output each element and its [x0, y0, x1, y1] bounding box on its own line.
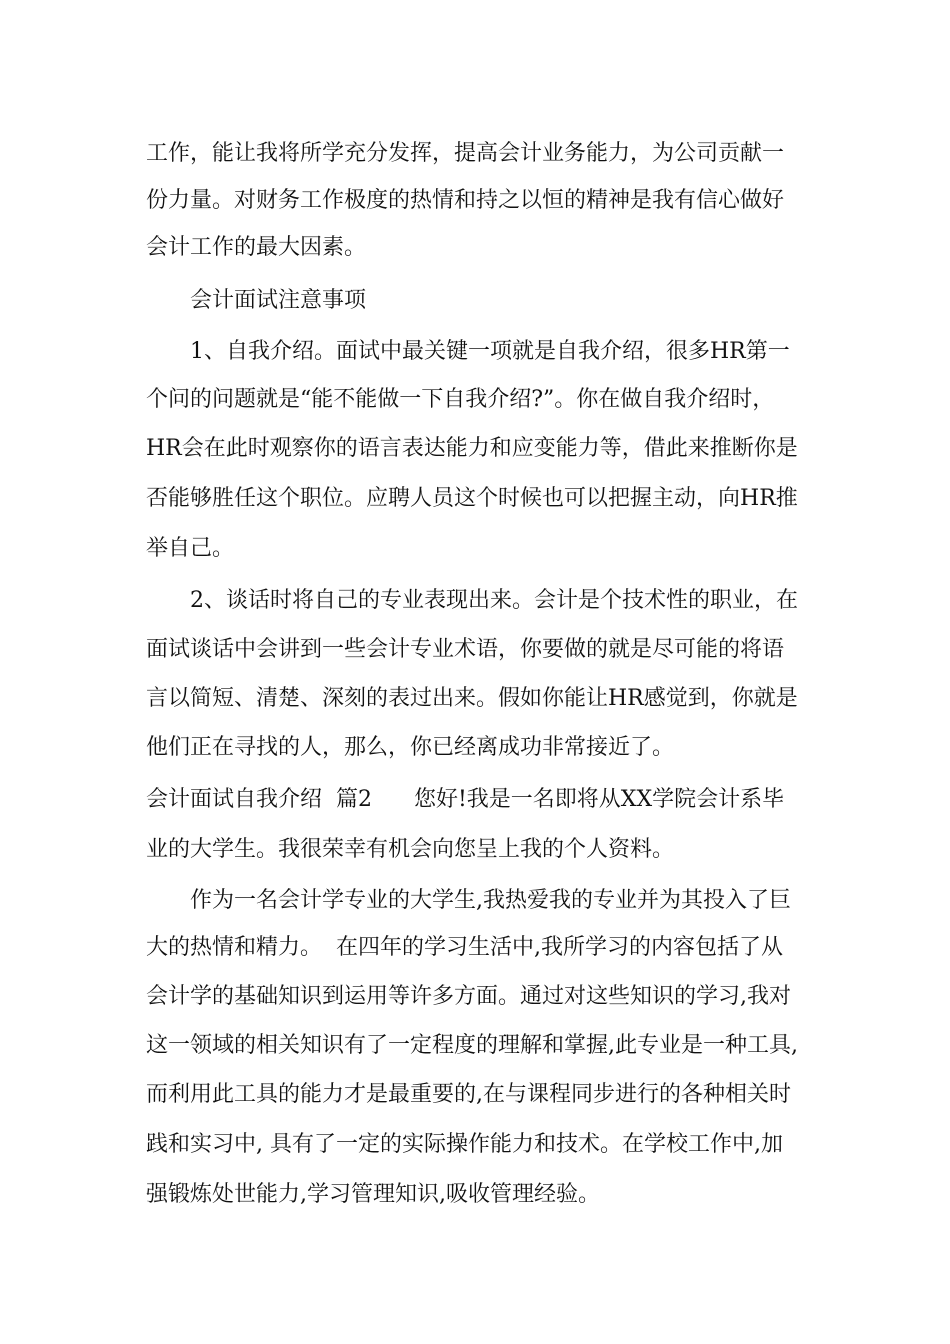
paragraph-line: 而利用此工具的能力才是最重要的,在与课程同步进行的各种相关时: [146, 1082, 791, 1107]
paragraph-line: 会计工作的最大因素。: [146, 235, 367, 260]
paragraph-line: 作为一名会计学专业的大学生,我热爱我的专业并为其投入了巨: [190, 888, 791, 913]
paragraph-line: 面试谈话中会讲到一些会计专业术语，你要做的就是尽可能的将语: [146, 637, 785, 662]
paragraph-line: 1、自我介绍。面试中最关键一项就是自我介绍，很多HR第一: [190, 339, 790, 364]
paragraph-line: 否能够胜任这个职位。应聘人员这个时候也可以把握主动，向HR推: [146, 486, 798, 511]
paragraph-line: 2、谈话时将自己的专业表现出来。会计是个技术性的职业，在: [190, 588, 798, 613]
paragraph-line: 践和实习中, 具有了一定的实际操作能力和技术。在学校工作中,加: [146, 1132, 783, 1157]
paragraph-line: 举自己。: [146, 536, 235, 561]
paragraph-line: 工作，能让我将所学充分发挥，提高会计业务能力，为公司贡献一: [146, 141, 785, 166]
paragraph-line: 业的大学生。我很荣幸有机会向您呈上我的个人资料。: [146, 837, 675, 862]
paragraph-line: HR会在此时观察你的语言表达能力和应变能力等，借此来推断你是: [146, 436, 798, 461]
paragraph-line: 个问的问题就是“能不能做一下自我介绍?”。你在做自我介绍时，: [146, 387, 775, 412]
paragraph-line: 份力量。对财务工作极度的热情和持之以恒的精神是我有信心做好: [146, 188, 785, 213]
section-heading-line: 会计面试自我介绍 篇2 您好!我是一名即将从XX学院会计系毕: [146, 787, 785, 812]
section-heading: 会计面试注意事项: [190, 288, 367, 313]
paragraph-line: 强锻炼处世能力,学习管理知识,吸收管理经验。: [146, 1182, 600, 1207]
paragraph-line: 会计学的基础知识到运用等许多方面。通过对这些知识的学习,我对: [146, 984, 791, 1009]
paragraph-line: 言以简短、清楚、深刻的表过出来。假如你能让HR感觉到，你就是: [146, 686, 798, 711]
paragraph-line: 这一领域的相关知识有了一定程度的理解和掌握,此专业是一种工具,: [146, 1033, 798, 1058]
paragraph-line: 大的热情和精力。 在四年的学习生活中,我所学习的内容包括了从: [146, 935, 783, 960]
paragraph-line: 他们正在寻找的人，那么，你已经离成功非常接近了。: [146, 735, 675, 760]
